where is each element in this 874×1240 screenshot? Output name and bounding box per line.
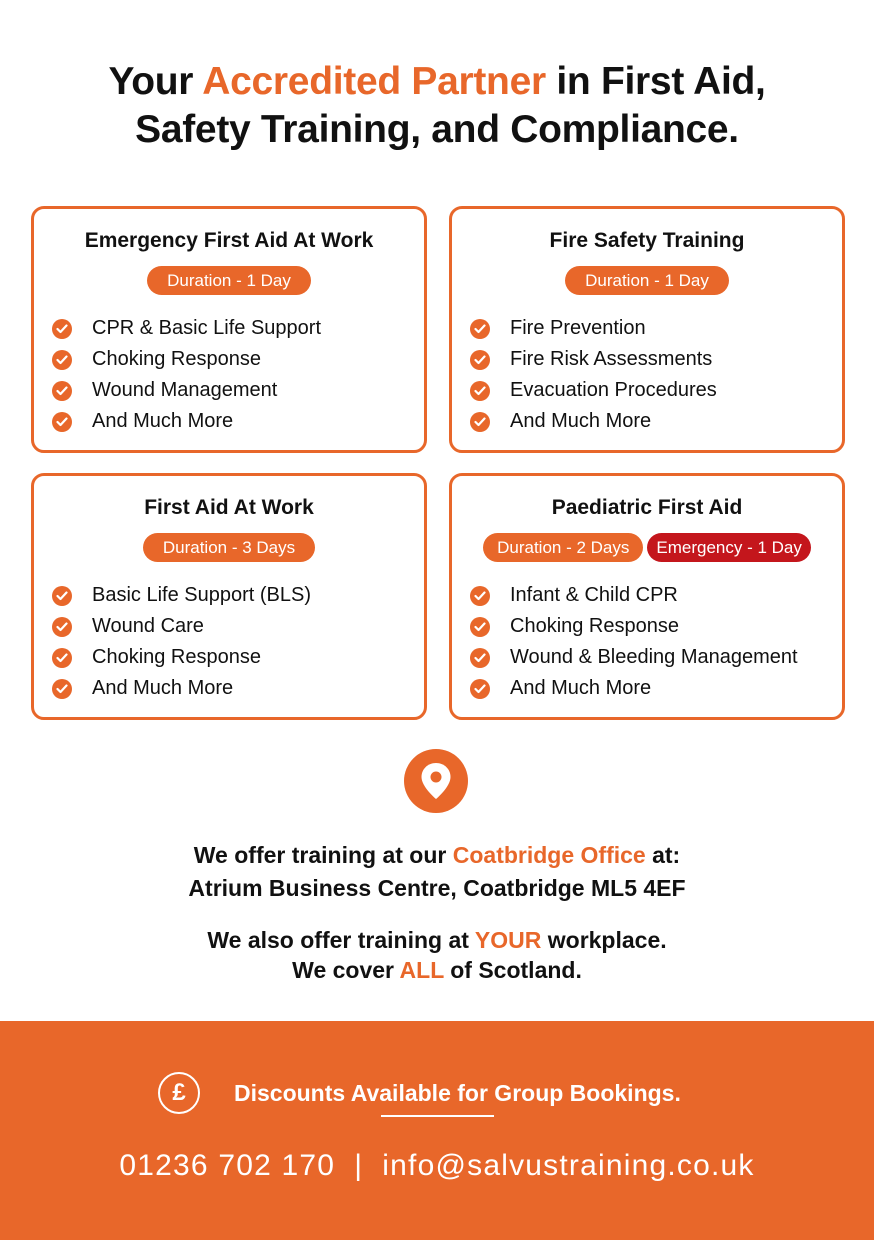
location-text: We offer training at our <box>193 842 453 868</box>
duration-badge: Duration - 3 Days <box>143 533 315 562</box>
course-title: First Aid At Work <box>144 496 314 519</box>
check-icon <box>52 412 72 432</box>
workplace-line <box>0 927 874 954</box>
check-icon <box>52 319 72 339</box>
footer <box>0 1021 874 1240</box>
headline-line-2: Safety Training, and Compliance. <box>135 108 739 151</box>
duration-badge: Duration - 2 Days <box>483 533 643 562</box>
point-label: Basic Life Support (BLS) <box>92 584 311 606</box>
check-icon <box>52 350 72 370</box>
emergency-duration-badge: Emergency - 1 Day <box>647 533 811 562</box>
headline-accent: Accredited Partner <box>202 60 546 103</box>
course-card-fire-safety <box>449 206 845 453</box>
check-icon <box>470 679 490 699</box>
headline <box>0 58 874 154</box>
point-label: And Much More <box>510 677 652 699</box>
location-line-1 <box>0 842 874 869</box>
badge-row <box>452 266 842 295</box>
point-label: Choking Response <box>92 646 261 668</box>
check-icon <box>470 586 490 606</box>
headline-text: Your <box>108 60 203 103</box>
course-card-first-aid-at-work <box>31 473 427 720</box>
point-label: Fire Prevention <box>510 317 646 339</box>
duration-badge: Duration - 1 Day <box>565 266 729 295</box>
course-title: Emergency First Aid At Work <box>84 229 374 252</box>
list-item <box>470 611 798 642</box>
check-icon <box>470 319 490 339</box>
location-text: at: <box>645 842 681 868</box>
check-icon <box>52 679 72 699</box>
check-icon <box>470 350 490 370</box>
course-title: Fire Safety Training <box>549 229 745 252</box>
point-label: And Much More <box>92 410 234 432</box>
list-item <box>52 642 311 673</box>
course-card-paediatric-first-aid <box>449 473 845 720</box>
contact-details[interactable]: 01236 702 170 | info@salvustraining.co.uk <box>119 1149 755 1182</box>
course-points <box>470 580 798 704</box>
list-item <box>470 580 798 611</box>
point-label: CPR & Basic Life Support <box>92 317 321 339</box>
headline-line-1 <box>0 58 874 106</box>
badge-row <box>452 533 842 562</box>
list-item <box>52 611 311 642</box>
location-text: We also offer training at <box>207 927 469 953</box>
point-label: Infant & Child CPR <box>510 584 678 606</box>
coverage-line <box>0 957 874 984</box>
check-icon <box>52 617 72 637</box>
list-item <box>52 406 321 437</box>
list-item <box>470 313 717 344</box>
check-icon <box>470 381 490 401</box>
point-label: Choking Response <box>510 615 679 637</box>
list-item <box>470 642 798 673</box>
point-label: Fire Risk Assessments <box>510 348 713 370</box>
point-label: Wound & Bleeding Management <box>510 646 798 668</box>
course-title: Paediatric First Aid <box>551 496 743 519</box>
footer-divider <box>381 1115 494 1117</box>
pound-icon: £ <box>158 1072 200 1114</box>
map-pin-icon <box>404 749 468 813</box>
duration-badge: Duration - 1 Day <box>147 266 311 295</box>
point-label: Wound Management <box>92 379 278 401</box>
check-icon <box>470 648 490 668</box>
headline-text: in First Aid, <box>545 60 766 103</box>
discount-text: Discounts Available for Group Bookings. <box>234 1080 681 1106</box>
list-item <box>470 673 798 704</box>
check-icon <box>52 648 72 668</box>
check-icon <box>52 586 72 606</box>
list-item <box>470 375 717 406</box>
badge-row <box>34 266 424 295</box>
course-points <box>52 580 311 704</box>
office-name: Coatbridge Office <box>452 842 646 868</box>
point-label: And Much More <box>510 410 652 432</box>
point-label: And Much More <box>92 677 234 699</box>
location-text: We cover <box>292 957 400 983</box>
badge-row <box>34 533 424 562</box>
list-item <box>470 344 717 375</box>
check-icon <box>52 381 72 401</box>
list-item <box>52 673 311 704</box>
point-label: Evacuation Procedures <box>510 379 717 401</box>
list-item <box>470 406 717 437</box>
location-text: of Scotland. <box>443 957 582 983</box>
course-points <box>470 313 717 437</box>
list-item <box>52 344 321 375</box>
course-points <box>52 313 321 437</box>
workplace-accent: YOUR <box>474 927 542 953</box>
coverage-accent: ALL <box>399 957 444 983</box>
check-icon <box>470 617 490 637</box>
check-icon <box>470 412 490 432</box>
course-card-emergency-first-aid <box>31 206 427 453</box>
list-item <box>52 313 321 344</box>
list-item <box>52 580 311 611</box>
point-label: Wound Care <box>92 615 204 637</box>
address: Atrium Business Centre, Coatbridge ML5 4EF <box>188 875 686 901</box>
point-label: Choking Response <box>92 348 261 370</box>
location-text: workplace. <box>541 927 667 953</box>
list-item <box>52 375 321 406</box>
